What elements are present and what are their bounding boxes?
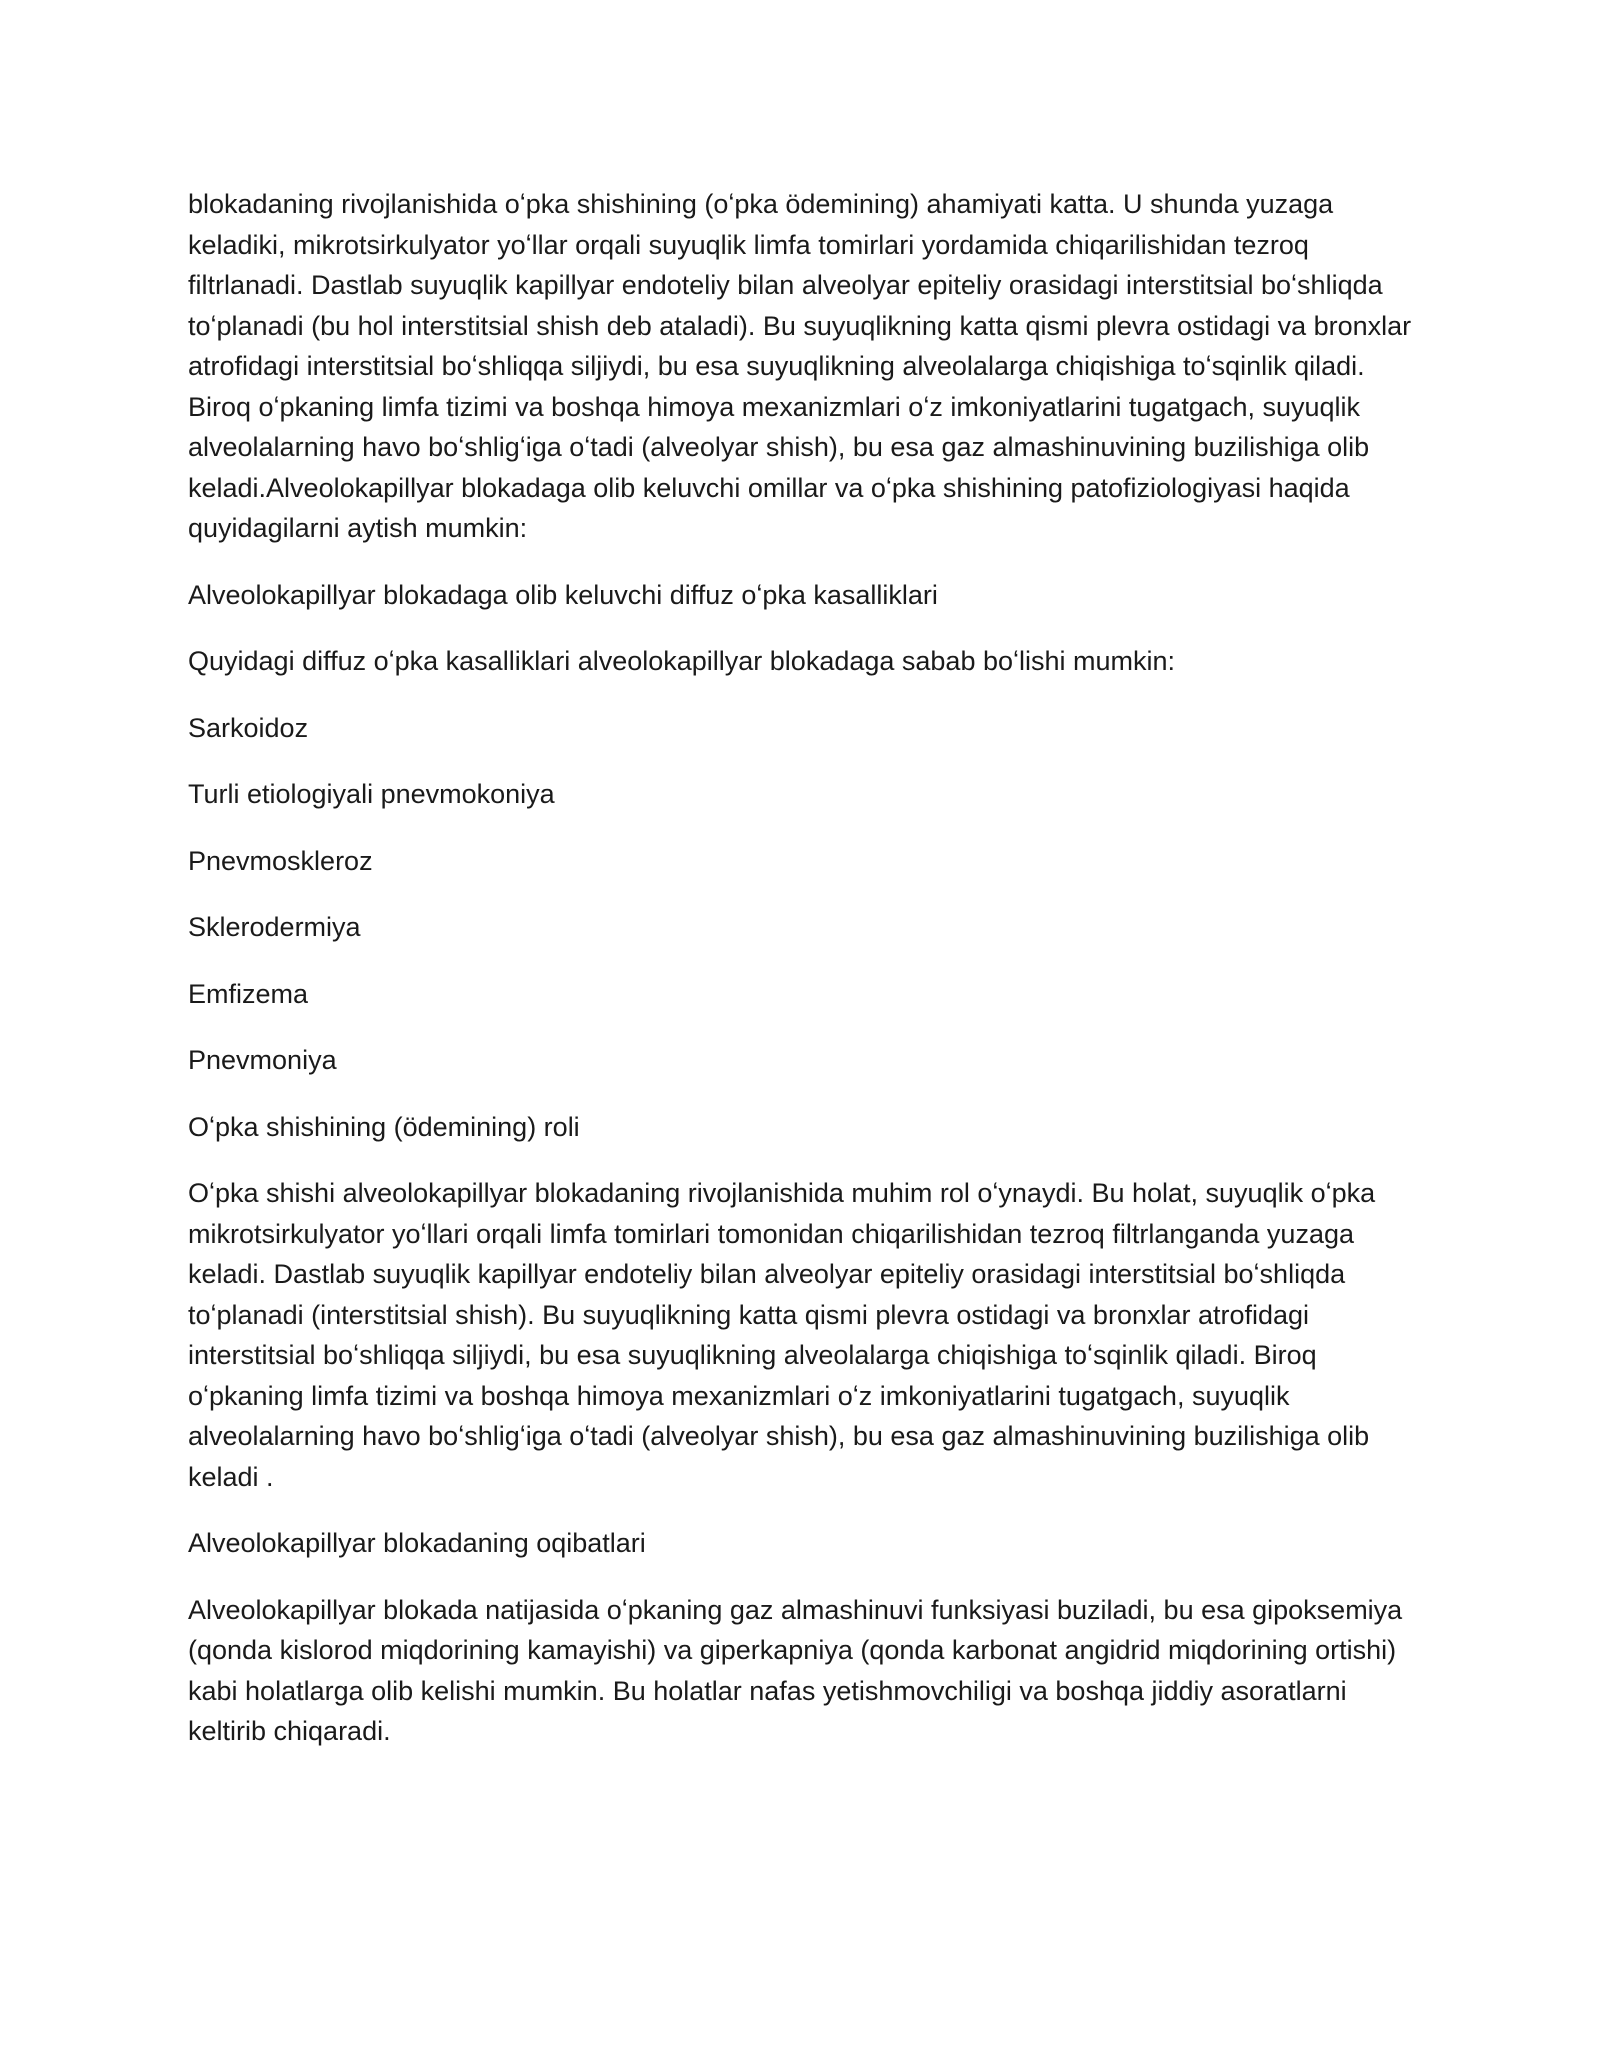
- disease-item-pnevmokoniya: Turli etiologiyali pnevmokoniya: [188, 779, 555, 809]
- disease-item-sarkoidoz: Sarkoidoz: [188, 712, 309, 743]
- edema-role-paragraph: Oʻpka shishi alveolokapillyar blokadaning rivojlanishida muhim rol oʻynaydi. Bu holat, suyuqlik oʻpka mikrotsirkulyator yoʻllari orqali limfa tomirlari tomonidan chiqarilishidan tezroq filtrlanganda yuzaga keladi. Dastlab suyuqlik kapillyar endoteliy bilan alveolyar epiteliy orasidagi interstitsial boʻshliqda toʻplanadi (interstitsial shish). Bu suyuqlikning katta qismi plevra ostidagi va bronxlar atrofidagi interstitsial boʻshliqqa siljiydi, bu esa suyuqlikning alveolalarga chiqishiga toʻsqinlik qiladi. Biroq oʻpkaning limfa tizimi va boshqa himoya mexanizmlari oʻz imkoniyatlarini tugatgach, suyuqlik alveolalarning havo boʻshligʻiga oʻtadi (alveolyar shish), bu esa gaz almashinuvining buzilishiga olib keladi .: [188, 1178, 1376, 1492]
- diseases-intro-paragraph: Quyidagi diffuz oʻpka kasalliklari alveolokapillyar blokadaga sabab boʻlishi mumkin:: [188, 646, 1176, 676]
- document-body: [188, 184, 1420, 1778]
- disease-item-sklerodermiya: Sklerodermiya: [188, 912, 361, 942]
- intro-paragraph: blokadaning rivojlanishida oʻpka shishining (oʻpka ödemining) ahamiyati katta. U shunda yuzaga keladiki, mikrotsirkulyator yoʻllar orqali suyuqlik limfa tomirlari yordamida chiqarilishidan tezroq filtrlanadi. Dastlab suyuqlik kapillyar endoteliy bilan alveolyar epiteliy orasidagi interstitsial boʻshliqda toʻplanadi (bu hol interstitsial shish deb ataladi). Bu suyuqlikning katta qismi plevra ostidagi va bronxlar atrofidagi interstitsial boʻshliqqa siljiydi, bu esa suyuqlikning alveolalarga chiqishiga toʻsqinlik qiladi. Biroq oʻpkaning limfa tizimi va boshqa himoya mexanizmlari oʻz imkoniyatlarini tugatgach, suyuqlik alveolalarning havo boʻshligʻiga oʻtadi (alveolyar shish), bu esa gaz almashinuvining buzilishiga olib keladi.Alveolokapillyar blokadaga olib keluvchi omillar va oʻpka shishining patofiziologiyasi haqida quyidagilarni aytish mumkin:: [188, 189, 1412, 543]
- disease-item-emfizema: Emfizema: [188, 978, 309, 1009]
- consequences-paragraph: Alveolokapillyar blokada natijasida oʻpkaning gaz almashinuvi funksiyasi buziladi, bu esa gipoksemiya (qonda kislorod miqdorining kamayishi) va giperkapniya (qonda karbonat angidrid miqdorining ortishi) kabi holatlarga olib kelishi mumkin. Bu holatlar nafas yetishmovchiligi va boshqa jiddiy asoratlarni keltirib chiqaradi.: [188, 1594, 1403, 1746]
- section-heading-edema-role: Oʻpka shishining (ödemining) roli: [188, 1111, 580, 1142]
- section-heading-consequences: Alveolokapillyar blokadaning oqibatlari: [188, 1528, 646, 1558]
- section-heading-diffuse-diseases: Alveolokapillyar blokadaga olib keluvchi diffuz oʻpka kasalliklari: [188, 579, 938, 610]
- disease-item-pnevmoskleroz: Pnevmoskleroz: [188, 845, 373, 876]
- disease-item-pnevmoniya: Pnevmoniya: [188, 1045, 337, 1075]
